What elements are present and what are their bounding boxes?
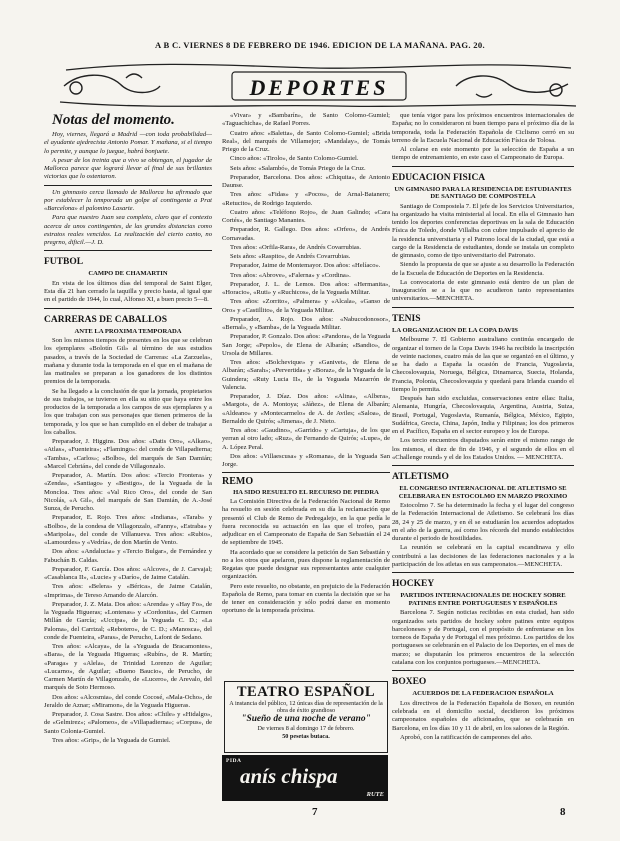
remo-subheading: HA SIDO RESUELTO EL RECURSO DE PIEDRA [233, 488, 379, 496]
carreras-paragraph: Tres años: «Belera» y «Bérica», de Jaime Catalán, «Imprima», de Tereso Amando de Alarcón. [44, 583, 212, 599]
carreras-heading: CARRERAS DE CABALLOS [44, 314, 167, 325]
remo-heading: REMO [222, 476, 254, 488]
carreras-paragraph: Tres años: «Alcaya», de la «Yeguada de Bracamontes», «Bara», de la Yeguada Higueras; «Rubín», de R. Martín; «Paraga» y «Alela», de Trinidad Lorenzo de Aguilar; «Lucarno», de Aguilar; «Bueno Baucio», de Perucho, de Carmen Martín de Villagonzalo, de «Lucero», de Arevalo, del marqués de Soto Hermoso. [44, 643, 212, 692]
teatro-show-title: "Sueño de una noche de verano" [241, 714, 371, 725]
carreras-cont-paragraph: Cinco años: «Tirolo», de Santo Colomo-Gumiel. [230, 155, 359, 163]
deportes-banner [36, 62, 596, 110]
carreras-cont-paragraph: «Vivar» y «Bambarín», de Santo Colomo-Gumiel; «Taguachicha», de Rafael Porres. [222, 112, 390, 128]
hockey-paragraph: Barcelona 7. Según noticias recibidas en esta ciudad, han sido organizados seis partidos de hockey sobre patines entre equipos barceloneses y de Portugal, con el propósito de enfrentarse en los torneos de España y de Portugal el mes próximo. Los partidos de los portugueses se celebrarán en el Palacio de los Deportes, en el mes de marzo; se disputarán los primeros encuentros de la selección catalana con los conjuntos portugueses.—MENCHETA. [392, 609, 574, 666]
notas-paragraph: Un gimnasio cerca llamado de Mallorca ha afirmado que por establecer la temporada un golpe al contingente a Prat «Barcelona» el palomino Lasarte. [44, 188, 212, 212]
remo-paragraph: Ha acordado que se considere la petición de San Sebastián y no a los otros que apelaron, pues dispone la reglamentación de Regatas que puede designar sus representantes ante cualquier organización. [222, 548, 390, 581]
left-flourish-icon [64, 74, 160, 94]
right-flourish-icon [456, 76, 568, 97]
intro-paragraph: Al colarse en este momento por la selección de España a un tiempo de entrenamiento, en este caso el Campeonato de Europa. [392, 146, 574, 162]
notas-title: Notas del momento. [52, 112, 175, 128]
atletismo-paragraph: La reunión se celebrará en la capital escandinava y ello contribuirá a las decisiones de las federaciones nacionales y a la participación de los atletas en sus campeonatos.—MENCHETA. [392, 544, 574, 568]
ad-brand-town: RUTE [366, 791, 384, 798]
carreras-paragraph: Dos años: «Alcosmia», del conde Cocosé, «Mala-Ocho», de Jeraldo de Aznar; «Miramon», de la Yeguada Higueras. [44, 693, 212, 709]
carreras-cont-paragraph: Preparador, Jaime de Montemayor. Dos años: «Helíaco». [230, 262, 381, 270]
boxeo-subheading: ACUERDOS DE LA FEDERACION ESPAÑOLA [412, 690, 554, 698]
carreras-paragraph: Preparador, A. Martín. Dos años: «Tercio Frontera» y «Zenda», «Santiago» y «Bestigo», de la Yeguada de la Moncloa. Tres años: «Val Rico Oro», del conde de San Nicolás, «A Gil», del marqués de San Damián, de A.-José Sunza, de Perucho. [44, 472, 212, 513]
carreras-cont-paragraph: Tres años: «Bolchevique» y «Ganivet», de Elena de Albarán; «Sarah»; «Pervertida» y «Boraz», de la Yeguada de la Guindera; «Ruty Lucia II», de la Yeguada Mazarrón de Valencia. [222, 359, 390, 391]
remo-paragraph: La Comisión Directiva de la Federación Nacional de Remo ha resuelto en sesión celebrada en su día la reclamación que presentó el Club de Remo de Pedregalejo, en la que pedía le fuera reconocida su actuación en las que el trofeo, para adjudicar en el Campeonato de España de San Sebastián el 24 de septiembre de 1945. [222, 498, 390, 547]
column-1 [44, 112, 212, 802]
carreras-paragraph: Preparador, J. Higgins. Dos años: «Datis Oro», «Alkao», «Atlas», «Fuenteira»; «Flamingo»: del conde de Villapadierna; «Tamba», «Carlos»; «Bolbo», del marqués de San Damián; «Marcel Cebrián», del conde de Villagonzalo. [44, 438, 212, 470]
teatro-price: 50 pesetas butaca. [282, 732, 330, 740]
boxeo-paragraph: Aprobó, con la ratificación de campeones del año. [400, 733, 533, 741]
carreras-paragraph: Dos años: «Andalucia» y «Tercio Bulgar», de Fernández y Fabuchán B. Caldas. [44, 548, 212, 564]
tenis-paragraph: Melbourne 7. El Gobierno australiano continúa encargado de organizar el torneo de la Copa Davis 1946 ha recibido la inscripción de veinte naciones, cuatro más de las que se organizó en el último, y se ha dado a España la ocasión de Francia, Yugoslavia, Checoslovaquia, Noruega, Bélgica, Dinamarca, Suecia, Holanda, Francia, Polonia, Checoslovaquia y quedará para Irlanda cuando el tiempo lo permita. [392, 336, 574, 393]
futbol-paragraph: En vista de los últimos días del temporal de Saint Elger, Esta día 21 han cerrado la taquilla y precio hasta, al igual que en el partido de 1944, lo cual, Alfonso XI, a buen precio 5—8. [44, 279, 212, 304]
teatro-line: A instancia del público, 12 únicas días de representación de la obra de éxito grandioso [229, 700, 383, 715]
carreras-paragraph: Preparador, E. Rojo. Tres años: «Indiana», «Tarab» y «Bolbo», de la condesa de Villagonzalo, «Fanny», «Estraba» y «Maripola», del conde de Villanueva. Tres años: «Rubio», «Lamourdes» y «Vedría», de don Martín de Vento. [44, 514, 212, 547]
edfisica-subheading: UN GIMNASIO PARA LA RESIDENCIA DE ESTUDIANTES DE SANTIAGO DE COMPOSTELA [394, 185, 572, 201]
teatro-espanol-ad [224, 681, 388, 753]
atletismo-subheading: EL CONGRESO INTERNACIONAL DE ATLETISMO SE CELEBRARA EN ESTOCOLMO EN MARZO PROXIMO [398, 485, 568, 500]
edfisica-paragraph: Siendo la propuesta de que se ajuste a su desarrollo la Federación de la Escuela de Educación de Deportes en la Residencia. [392, 261, 574, 277]
running-head: A B C. VIERNES 8 DE FEBRERO DE 1946. EDICION DE LA MAÑANA. PAG. 20. [155, 40, 485, 50]
carreras-cont-paragraph: Tres años: «Gaudino», «Garrido» y «Cartuja», de los que yerran al otro lado; «Ruz», de Fernando de Quirós; «Lupe», de A. López Peral. [222, 427, 390, 451]
carreras-paragraph: Preparador, J. Cosa Sastre. Dos años: «Chile» y «Hidalgo», de «Gelmirez»; «Palomeo», de «Villapadierna»; «Corpus», de Santo Colonia-Gumiel. [44, 711, 212, 735]
carreras-cont-paragraph: Preparador, J. Díaz. Dos años: «Alina», «Albera», «Margot», de A. Montoya; «Jáñez», de Elena de Albarán; «Aldeano» y «Montecarmelo» de A. de Aviles; «Saloa», de Bernaldo de Quirós; «Jimena», de J. Nieto. [222, 393, 390, 425]
footer-mark: 7 [312, 806, 318, 818]
carreras-paragraph: Preparador, J. Z. Mata. Dos años: «Arenda» y «Hay Fo», de la Yeguada Higueras; «Lontenas» y «Cordonita», del Carmen Millán de García; «Uccipa», de la Yeguada C. D.; «La Paloma», del Carrizal; «Rebotero», de C. D.; «Manosca», del conde de Fuenteira, «Paras», de Perucho, Lafont de Sedano. [44, 600, 212, 641]
carreras-cont-paragraph: Tres años: «Fidas» y «Pocos», de Arnal-Batanero; «Retucito», de Rodrigo Izquierdo. [222, 191, 390, 207]
carreras-cont-paragraph: Preparador, J. L. de Lemos. Dos años: «Hermanita», «Horacio», «Ruti» y «Ruchicos», de la Yeguada Militar. [222, 280, 390, 296]
futbol-heading: FUTBOL [44, 257, 84, 268]
carreras-cont-paragraph: Cuatro años: «Baletta», de Santo Colomo-Gumiel; «Brida Real», del marqués de Villamejor; «Mandalay», de Tomás Priego de la Cruz. [222, 129, 390, 153]
tenis-subheading: LA ORGANIZACION DE LA COPA DAVIS [392, 326, 518, 334]
carreras-cont-paragraph: Tres años: «Zorrito», «Palmera» y «Alcala», «Ganso de Oro» y «Castillito», de la Yeguada Militar. [222, 298, 390, 314]
hockey-subheading: PARTIDOS INTERNACIONALES DE HOCKEY SOBRE PATINES ENTRE PORTUGUESES Y ESPAÑOLES [400, 592, 566, 607]
column-3 [392, 112, 574, 812]
page-footer [0, 806, 620, 841]
carreras-subheading: ANTE LA PROXIMA TEMPORADA [74, 327, 182, 335]
carreras-cont-paragraph: Seis años: «Raspito», de Andrés Covarrubias. [230, 253, 351, 260]
edfisica-heading: EDUCACION FISICA [392, 172, 486, 183]
remo-paragraph: Pero este resuelto, no obstante, en prejuicio de la Federación Española de Remo, para tomar en cuenta la decisión que se ha de tener en consideración y sólo podrá darse en momento oportuno de la temporada próxima. [222, 582, 390, 615]
footer-mark: 8 [560, 806, 566, 818]
boxeo-paragraph: Los directivos de la Federación Española de Boxeo, en reunión celebrada en el domicilio social, decidieron los próximos campeonatos españoles de aficionados, que se celebrarán en Barcelona, en los días 10 y 11 de abril, en los salones de la Región. [392, 699, 574, 732]
carreras-paragraph: Se ha llegado a la conclusión de que la jornada, propietarios de sus trabajos, se tuvieron en ella su sitio que haya entre los productos de la temporada a los campos de sus ejemplares y a los que trabajan con sus personajes que tienen primeros de la temporada, y los que se han cumplido en el deber de trabajar a los caballos. [44, 387, 212, 436]
carreras-cont-paragraph: Preparador, A. Rojo. Dos años: «Nabucodonosor», «Bernal», y «Bamba», de la Yeguada Militar. [222, 315, 390, 331]
carreras-cont-paragraph: Tres años: «Orfila-Rara», de Andrés Covarrubias. [230, 243, 362, 251]
section-banner-title: DEPORTES [249, 75, 389, 100]
notas-box [44, 112, 212, 251]
teatro-title: TEATRO ESPAÑOL [236, 684, 376, 700]
hockey-heading: HOCKEY [392, 579, 435, 590]
teatro-line: De viernes 8 al domingo 17 de febrero. [257, 725, 355, 733]
ad-top-word: PIDA [226, 758, 242, 764]
carreras-cont-paragraph: Cuatro años: «Teléfono Rojo», de Juan Galindo; «Cara Cortés», de Santiago Manantes. [222, 208, 390, 224]
carreras-cont-paragraph: Preparador, R. Gallego. Dos años: «Orfeo», de Andrés Cornavadas. [222, 226, 390, 242]
carreras-paragraph: Preparador, F. García. Dos años: «Alcove», de J. Carvajal; «Casablanca II», «Lucie» y «Darío», de Jaime Catalán. [44, 565, 212, 582]
carreras-cont-paragraph: Dos años: «Villaescusa» y «Romana», de la Yeguada San Jorge. [222, 452, 390, 468]
tenis-paragraph: Después han sido excluidas, conservaciones entre ellas: Italia, Alemania, Hungría, Checoslovaquia, Argentina, Austria, Suiza, Brasil, Portugal, Yugoslavia, Rumanía, Bélgica, México, Egipto, Sudáfrica, Grecia, China, Japón, India y Filipinas; los dos primeros en el Pacífico, España en el sector europeo y los de Europa. [392, 395, 574, 436]
carreras-cont-paragraph: Seis años: «Salambó», de Tomás Priego de la Cruz. [230, 164, 366, 172]
tenis-heading: TENIS [392, 313, 421, 324]
carreras-cont-paragraph: Tres años: «Abrove», «Falerna» y «Cordina». [230, 271, 351, 279]
atletismo-paragraph: Estocolmo 7. Se ha determinado la fecha y el lugar del congreso de la Federación Internacional de Atletismo. Se celebrará los días 28, 24 y 25 de marzo, y en él se estudiarán los acuerdos adoptados en el año de la guerra, así como los récords del mundo establecidos durante el periodo de hostilidades. [392, 502, 574, 543]
ad-brand-main: anís chispa [240, 764, 338, 788]
edfisica-paragraph: La convocatoria de este gimnasio está dentro de un plan de inauguración se a la que no acudieron tanto representantes universitarios.—MENCHETA. [392, 278, 574, 303]
notas-paragraph: A pesar de los treinta que a vivo se obtengan, el jugador de Mallorca parece que logrará llevar al final de sus brillantes victorias que lo ostentaron. [44, 156, 212, 181]
atletismo-heading: ATLETISMO [392, 472, 449, 483]
boxeo-heading: BOXEO [392, 677, 427, 688]
carreras-paragraph: Son los mismos tiempos de presentes en los que se celebran los ejemplares «Bolotín Gil» al término de sus estudios pasados, a través de la Sociedad de Carreras: «La Zarzuela», mañana y durante toda la temporada en el que en el mañana de las matinales se preparan a los ganadores de los distintos premios de la temporada. [44, 337, 212, 386]
tenis-paragraph: Los tercio encuentros disputados serán entre el mismo rango de los mismos, el diez de fin de 1946, y el segundo de ellos en el «Challenge round» y el de los Estados Unidos. — MENCHETA. [392, 437, 574, 461]
carreras-cont-paragraph: Preparador, P. Gonzalo. Dos años: «Pandora», de la Yeguada San Jorge; «Pepolo», de Elena de Albarán; «Bandio», de Ursola de Millares. [222, 333, 390, 357]
futbol-subheading: CAMPO DE CHAMARTIN [88, 270, 168, 278]
carreras-paragraph: Tres años: «Grip», de la Yeguada de Gumiel. [52, 736, 171, 744]
edfisica-paragraph: Santiago de Compostela 7. El jefe de los Servicios Universitarios, ha organizado ha visita ministerial al local. En ella el Gimnasio han tenido los deportes conferencias deportivas en la sala de Educación Física de Toledo, donde Villalba con cubre impulsado el aprecio de la residencia universitaria y el Patrono local de la ciudad, que está a cargo de la Residencia de estudiantes, donde se instala un completo de gimnasio, como de tipo universitario del Patronato. [392, 202, 574, 260]
notas-paragraph: Hoy, viernes, llegará a Madrid —con toda probabilidad— el ayudante ajedrecista Antonio Pomar. Y mañana, si el tiempo lo permite, y aunque lo juegue, habrá bonjuete. [44, 131, 212, 155]
anis-chispa-ad [222, 755, 388, 801]
intro-paragraph: que tenía vigor para los próximos encuentros internacionales de España; no lo consideraron ni buen tiempo para el próximo día de la temporada, toda la Federación Española de Ciclismo cerró en su terreno de la Escuela Nacional de Educación Física de Tolosa. [392, 112, 574, 144]
carreras-cont-paragraph: Preparador, Barcelona. Dos años: «Chiquita», de Antonio Daunse. [222, 173, 390, 189]
notas-paragraph: Para que nuestro Juan sea completo, claro que el contexto acerca de unos contingentes, de las grandes distancias como estratos reales vencidos. La realización del cierto canto, no pregrno, dificil.—J. D. [44, 214, 212, 246]
